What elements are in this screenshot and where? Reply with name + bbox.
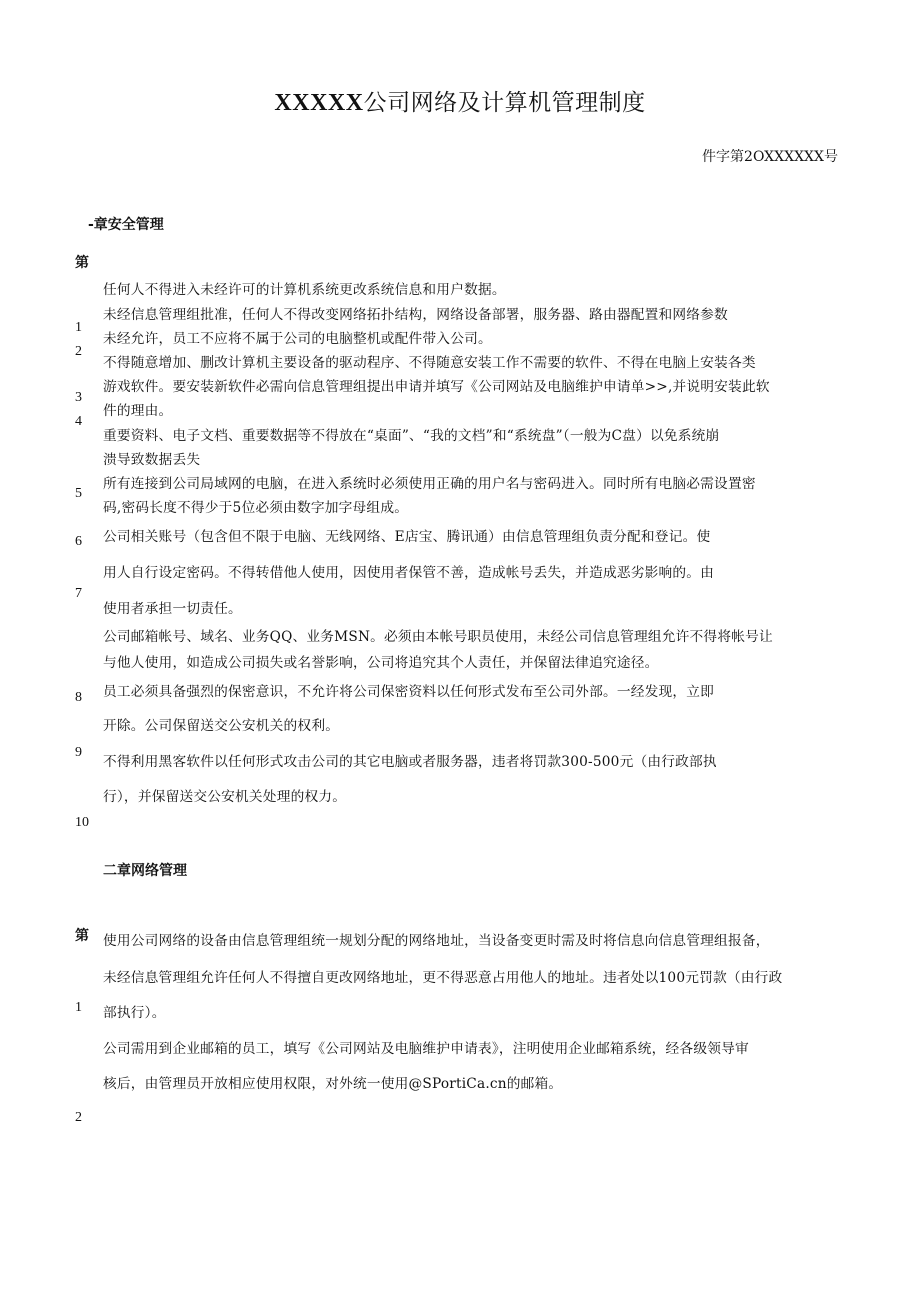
item-number: 4: [75, 414, 82, 429]
item-number: 5: [75, 486, 82, 501]
text-line: 游戏软件。要安装新软件必需向信息管理组提出申请并填写《公司网站及电脑维护申请单>>,并说明安装此软: [103, 379, 770, 395]
text-line: 用人自行设定密码。不得转借他人使用，因使用者保管不善，造成帐号丢失，并造成恶劣影响的。由: [103, 565, 715, 581]
item-number: 1: [75, 1000, 82, 1015]
text-line: 不得随意增加、删改计算机主要设备的驱动程序、不得随意安装工作不需要的软件、不得在电脑上安装各类: [103, 355, 756, 371]
text-line: 行），并保留送交公安机关处理的权力。: [103, 789, 347, 805]
text-line: 所有连接到公司局域网的电脑，在进入系统时必须使用正确的用户名与密码进入。同时所有电脑必需设置密: [103, 476, 756, 492]
text-line: 未经信息管理组允许任何人不得擅自更改网络地址，更不得恶意占用他人的地址。违者处以100元罚款（由行政: [103, 970, 783, 986]
text-line: 公司相关账号（包含但不限于电脑、无线网络、E店宝、腾讯通）由信息管理组负责分配和登记。使: [103, 529, 711, 545]
title-text: 公司网络及计算机管理制度: [363, 90, 646, 116]
text-line: 使用者承担一切责任。: [103, 601, 242, 617]
text-line: 码,密码长度不得少于5位必须由数字加字母组成。: [103, 500, 409, 516]
text-line: 重要资料、电子文档、重要数据等不得放在“桌面”、“我的文档”和“系统盘”（一般为C盘）以免系统崩: [103, 428, 720, 444]
text-line: 开除。公司保留送交公安机关的权利。: [103, 718, 340, 734]
text-line: 公司邮箱帐号、域名、业务QQ、业务MSN。必须由本帐号职员使用，未经公司信息管理组允许不得将帐号让: [103, 629, 773, 645]
text-line: 任何人不得进入未经许可的计算机系统更改系统信息和用户数据。: [103, 282, 506, 298]
document-title: [0, 84, 920, 117]
text-line: 溃导致数据丢失: [103, 452, 201, 468]
chapter-2-marker: 第: [75, 928, 89, 944]
chapter-1-marker: 第: [75, 255, 89, 271]
item-number: 10: [75, 815, 89, 830]
title-company-code: XXXXX: [274, 90, 364, 116]
item-number: 2: [75, 1110, 82, 1125]
item-number: 8: [75, 690, 82, 705]
text-line: 员工必须具备强烈的保密意识，不允许将公司保密资料以任何形式发布至公司外部。一经发现，立即: [103, 684, 715, 700]
text-line: 使用公司网络的设备由信息管理组统一规划分配的网络地址，当设备变更时需及时将信息向信息管理组报备，: [103, 933, 770, 949]
text-line: 与他人使用，如造成公司损失或名誉影响，公司将追究其个人责任，并保留法律追究途径。: [103, 655, 659, 671]
item-number: 6: [75, 534, 82, 549]
text-line: 核后，由管理员开放相应使用权限，对外统一使用@SPortiCa.cn的邮箱。: [103, 1076, 563, 1092]
text-line: 部执行）。: [103, 1005, 166, 1021]
item-number: 9: [75, 745, 82, 760]
chapter-1-heading: -章安全管理: [88, 217, 164, 233]
text-line: 未经信息管理组批准，任何人不得改变网络拓扑结构，网络设备部署，服务器、路由器配置和网络参数: [103, 307, 728, 323]
item-number: 3: [75, 390, 82, 405]
item-number: 7: [75, 586, 82, 601]
text-line: 未经允许，员工不应将不属于公司的电脑整机或配件带入公司。: [103, 331, 492, 347]
text-line: 件的理由。: [103, 403, 173, 419]
chapter-2-heading: 二章网络管理: [103, 863, 187, 879]
text-line: 不得利用黑客软件以任何形式攻击公司的其它电脑或者服务器，违者将罚款300-500元（由行政部执: [103, 754, 717, 770]
document-number: 件字第2OXXXXXX号: [702, 149, 838, 165]
item-number: 1: [75, 320, 82, 335]
text-line: 公司需用到企业邮箱的员工，填写《公司网站及电脑维护申请表》，注明使用企业邮箱系统，经各级领导审: [103, 1041, 749, 1057]
item-number: 2: [75, 344, 82, 359]
